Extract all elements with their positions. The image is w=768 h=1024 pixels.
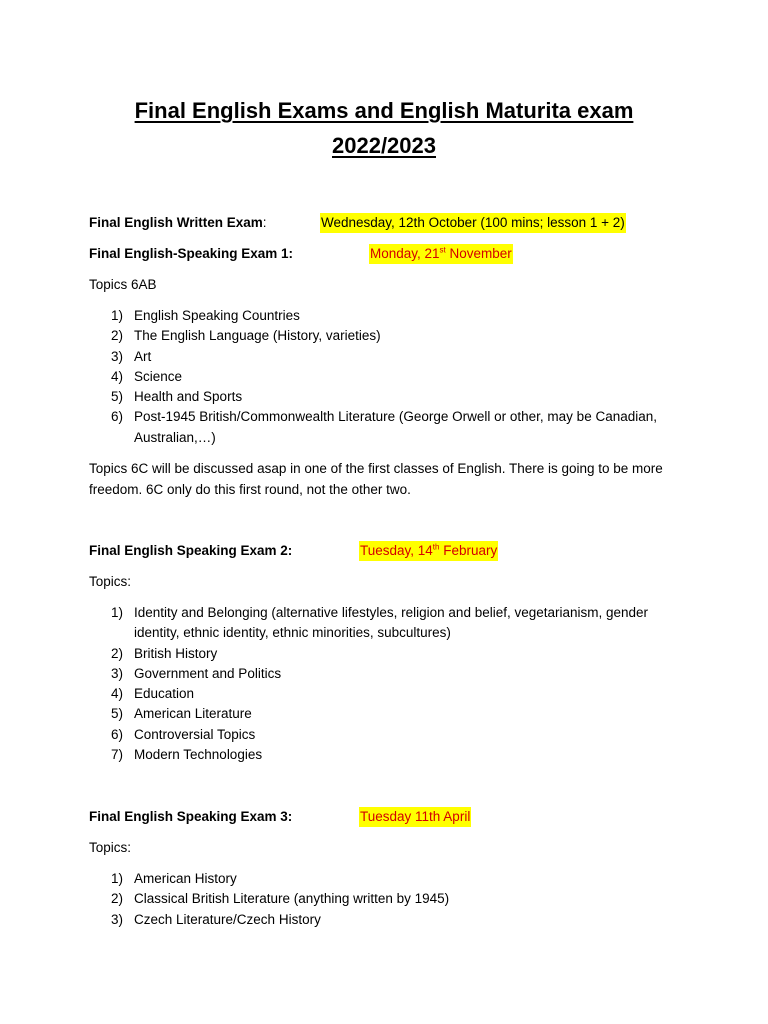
- list-item-number: 1): [111, 871, 124, 886]
- speaking-exam-1-note: Topics 6C will be discussed asap in one of the first classes of English. There is going to be more freedom. 6C only do this first round, not the other two.: [89, 461, 663, 497]
- list-item-text: Identity and Belonging (alternative lifestyles, religion and belief, vegetarianism, gender identity, ethnic identity, ethnic minorities, subcultures): [134, 605, 649, 641]
- list-item-number: 4): [111, 368, 124, 384]
- list-item: [89, 387, 689, 407]
- written-exam-date: Wednesday, 12th October (100 mins; lesson 1 + 2): [320, 213, 626, 233]
- speaking-exam-2-topics-list: [89, 603, 689, 765]
- list-item-number: 2): [111, 891, 124, 907]
- speaking-exam-1-label: Final English-Speaking Exam 1:: [89, 246, 294, 261]
- list-item-number: 3): [111, 348, 124, 364]
- written-exam-label: Final English Written Exam: [89, 215, 263, 230]
- list-item: [89, 306, 689, 326]
- speaking-exam-2-date-prefix: Tuesday, 14: [360, 543, 433, 558]
- list-item-text: Science: [134, 368, 183, 384]
- list-item-number: 6): [111, 726, 124, 742]
- list-item: [89, 869, 689, 889]
- speaking-exam-1-topics-heading: Topics 6AB: [89, 277, 157, 292]
- list-item-number: 5): [111, 389, 124, 405]
- list-item-number: 1): [111, 605, 124, 620]
- list-item-number: 7): [111, 747, 124, 763]
- speaking-exam-3-topics-heading: Topics:: [89, 840, 132, 855]
- list-item-number: 3): [111, 911, 124, 927]
- list-item-number: 3): [111, 665, 124, 681]
- list-item: [89, 889, 689, 909]
- speaking-exam-1-date: [369, 244, 513, 264]
- list-item: [89, 407, 689, 448]
- list-item: [89, 347, 689, 367]
- list-item-number: 2): [111, 328, 124, 344]
- list-item-text: Health and Sports: [134, 389, 243, 405]
- speaking-exam-3-row: [89, 807, 471, 827]
- list-item: [89, 603, 689, 644]
- list-item-text: Education: [134, 686, 195, 702]
- list-item: [89, 326, 689, 346]
- list-item-text: American History: [134, 871, 237, 886]
- list-item-text: Classical British Literature (anything written by 1945): [134, 891, 450, 907]
- list-item-text: Art: [134, 348, 152, 364]
- speaking-exam-1-row: [89, 244, 512, 264]
- written-exam-colon: :: [262, 215, 267, 230]
- list-item-text: Government and Politics: [134, 665, 282, 681]
- speaking-exam-2-row: [89, 541, 498, 561]
- list-item-text: American Literature: [134, 706, 252, 722]
- list-item-text: Modern Technologies: [134, 747, 263, 763]
- title-line-2: 2022/2023: [332, 133, 436, 158]
- list-item: [89, 664, 689, 684]
- list-item-text: English Speaking Countries: [134, 308, 300, 323]
- page-title: [0, 93, 768, 163]
- speaking-exam-3-topics-list: [89, 869, 689, 930]
- list-item-text: Czech Literature/Czech History: [134, 911, 321, 927]
- speaking-exam-2-topics-heading: Topics:: [89, 574, 132, 589]
- speaking-exam-1-topics-list: [89, 306, 689, 448]
- list-item-number: 4): [111, 686, 124, 702]
- list-item-number: 6): [111, 409, 124, 425]
- list-item-text: The English Language (History, varieties): [134, 328, 381, 344]
- speaking-exam-3-date: Tuesday 11th April: [359, 807, 471, 827]
- list-item-text: Controversial Topics: [134, 726, 256, 742]
- speaking-exam-1-date-prefix: Monday, 21: [370, 246, 440, 261]
- list-item: [89, 745, 689, 765]
- list-item: [89, 367, 689, 387]
- list-item: [89, 725, 689, 745]
- list-item-number: 2): [111, 645, 124, 661]
- list-item-text: Post-1945 British/Commonwealth Literature (George Orwell or other, may be Canadian, Australian,…): [134, 409, 657, 445]
- speaking-exam-2-date-suffix: February: [439, 543, 498, 558]
- list-item: [89, 684, 689, 704]
- speaking-exam-2-date-sup: th: [432, 542, 440, 552]
- written-exam-row: [89, 213, 625, 233]
- list-item: [89, 704, 689, 724]
- title-line-1: Final English Exams and English Maturita exam: [134, 98, 634, 123]
- list-item: [89, 910, 689, 930]
- speaking-exam-2-date: [359, 541, 498, 561]
- list-item: [89, 644, 689, 664]
- list-item-number: 5): [111, 706, 124, 722]
- speaking-exam-3-label: Final English Speaking Exam 3:: [89, 809, 293, 824]
- list-item-number: 1): [111, 308, 124, 323]
- speaking-exam-2-label: Final English Speaking Exam 2:: [89, 543, 293, 558]
- speaking-exam-1-date-sup: st: [439, 245, 446, 255]
- list-item-text: British History: [134, 645, 218, 661]
- speaking-exam-1-date-suffix: November: [445, 246, 512, 261]
